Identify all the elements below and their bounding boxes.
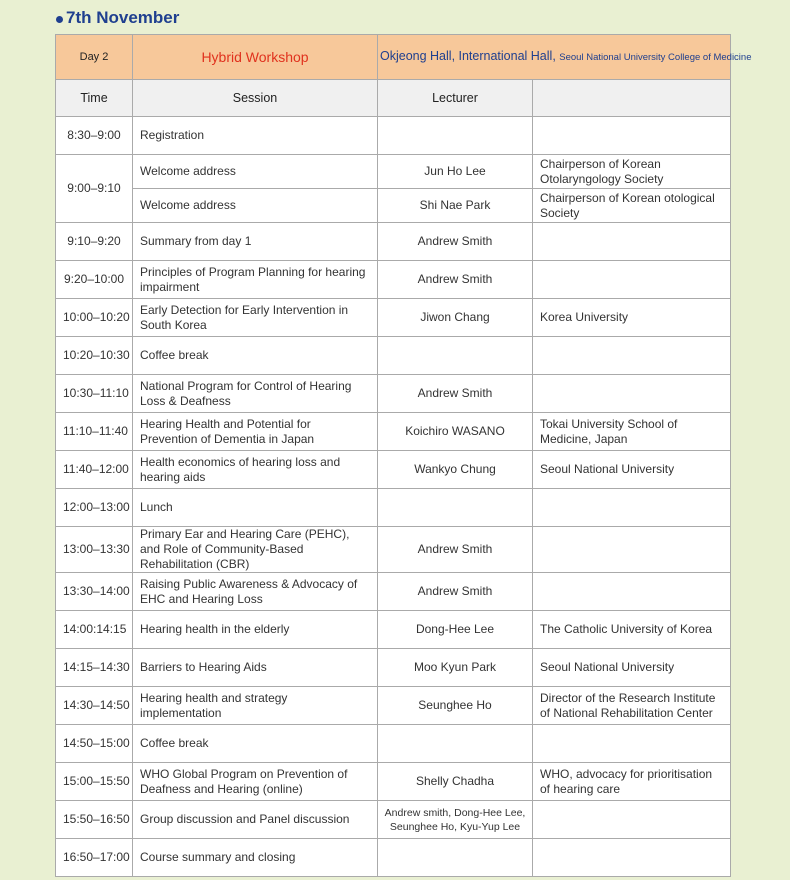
venue bbox=[378, 35, 752, 80]
affiliation-cell: Tokai University School of Medicine, Japan bbox=[533, 413, 731, 451]
table-row bbox=[56, 337, 731, 375]
table-row bbox=[56, 189, 731, 223]
session-cell: Health economics of hearing loss and hearing aids bbox=[133, 451, 378, 489]
column-header-session: Session bbox=[133, 80, 378, 117]
session-cell: Welcome address bbox=[133, 189, 378, 223]
session-cell: Early Detection for Early Intervention in South Korea bbox=[133, 299, 378, 337]
table-row bbox=[56, 611, 731, 649]
affiliation-cell bbox=[533, 117, 731, 155]
venue-sub: Seoul National University College of Medicine bbox=[559, 52, 752, 63]
table-row bbox=[56, 725, 731, 763]
time-cell: 9:20–10:00 bbox=[56, 261, 133, 299]
session-cell: Principles of Program Planning for hearing impairment bbox=[133, 261, 378, 299]
session-cell: Registration bbox=[133, 117, 378, 155]
affiliation-cell bbox=[533, 573, 731, 611]
session-cell: Raising Public Awareness & Advocacy of EHC and Hearing Loss bbox=[133, 573, 378, 611]
affiliation-cell bbox=[533, 337, 731, 375]
time-cell: 13:00–13:30 bbox=[56, 527, 133, 573]
column-header-row bbox=[56, 80, 731, 117]
time-cell: 9:00–9:10 bbox=[56, 155, 133, 223]
lecturer-cell: Jun Ho Lee bbox=[378, 155, 533, 189]
lecturer-cell bbox=[378, 489, 533, 527]
time-cell: 9:10–9:20 bbox=[56, 223, 133, 261]
affiliation-cell bbox=[533, 223, 731, 261]
lecturer-cell bbox=[378, 839, 533, 877]
table-row bbox=[56, 839, 731, 877]
table-row bbox=[56, 687, 731, 725]
affiliation-cell: Chairperson of Korean Otolaryngology Society bbox=[533, 155, 731, 189]
venue-main: Okjeong Hall, International Hall, bbox=[380, 49, 556, 63]
session-cell: National Program for Control of Hearing Loss & Deafness bbox=[133, 375, 378, 413]
lecturer-cell: Andrew Smith bbox=[378, 223, 533, 261]
session-cell: Group discussion and Panel discussion bbox=[133, 801, 378, 839]
time-cell: 15:00–15:50 bbox=[56, 763, 133, 801]
bullet-icon bbox=[56, 16, 63, 23]
lecturer-cell: Koichiro WASANO bbox=[378, 413, 533, 451]
lecturer-cell bbox=[378, 725, 533, 763]
time-cell: 11:40–12:00 bbox=[56, 451, 133, 489]
session-cell: Coffee break bbox=[133, 725, 378, 763]
time-cell: 15:50–16:50 bbox=[56, 801, 133, 839]
affiliation-cell: Director of the Research Institute of National Rehabilitation Center bbox=[533, 687, 731, 725]
session-cell: Lunch bbox=[133, 489, 378, 527]
time-cell: 14:50–15:00 bbox=[56, 725, 133, 763]
lecturer-cell: Seunghee Ho bbox=[378, 687, 533, 725]
date-heading: 7th November bbox=[66, 8, 180, 27]
session-cell: Hearing health and strategy implementation bbox=[133, 687, 378, 725]
time-cell: 14:00:14:15 bbox=[56, 611, 133, 649]
column-header-lecturer: Lecturer bbox=[378, 80, 533, 117]
session-cell: Primary Ear and Hearing Care (PEHC), and Role of Community-Based Rehabilitation (CBR) bbox=[133, 527, 378, 573]
table-header-row bbox=[56, 35, 731, 80]
lecturer-cell: Moo Kyun Park bbox=[378, 649, 533, 687]
session-cell: Hearing health in the elderly bbox=[133, 611, 378, 649]
table-row bbox=[56, 451, 731, 489]
affiliation-cell bbox=[533, 489, 731, 527]
affiliation-cell: The Catholic University of Korea bbox=[533, 611, 731, 649]
affiliation-cell: Chairperson of Korean otological Society bbox=[533, 189, 731, 223]
table-row bbox=[56, 649, 731, 687]
column-header-affiliation bbox=[533, 80, 731, 117]
lecturer-cell bbox=[378, 117, 533, 155]
session-cell: Summary from day 1 bbox=[133, 223, 378, 261]
schedule-table bbox=[55, 34, 752, 877]
lecturer-cell bbox=[378, 337, 533, 375]
time-cell: 16:50–17:00 bbox=[56, 839, 133, 877]
time-cell: 14:30–14:50 bbox=[56, 687, 133, 725]
lecturer-cell: Jiwon Chang bbox=[378, 299, 533, 337]
session-cell: Barriers to Hearing Aids bbox=[133, 649, 378, 687]
table-row bbox=[56, 223, 731, 261]
time-cell: 13:30–14:00 bbox=[56, 573, 133, 611]
affiliation-cell bbox=[533, 725, 731, 763]
table-row bbox=[56, 573, 731, 611]
time-cell: 14:15–14:30 bbox=[56, 649, 133, 687]
time-cell: 12:00–13:00 bbox=[56, 489, 133, 527]
affiliation-cell bbox=[533, 375, 731, 413]
affiliation-cell bbox=[533, 839, 731, 877]
table-row bbox=[56, 801, 731, 839]
affiliation-cell: WHO, advocacy for prioritisation of hearing care bbox=[533, 763, 731, 801]
affiliation-cell bbox=[533, 527, 731, 573]
affiliation-cell bbox=[533, 261, 731, 299]
time-cell: 11:10–11:40 bbox=[56, 413, 133, 451]
lecturer-cell: Andrew Smith bbox=[378, 375, 533, 413]
table-row bbox=[56, 527, 731, 573]
lecturer-cell: Andrew Smith bbox=[378, 527, 533, 573]
session-cell: Coffee break bbox=[133, 337, 378, 375]
session-cell: WHO Global Program on Prevention of Deafness and Hearing (online) bbox=[133, 763, 378, 801]
session-cell: Course summary and closing bbox=[133, 839, 378, 877]
affiliation-cell bbox=[533, 801, 731, 839]
column-header-time: Time bbox=[56, 80, 133, 117]
table-row bbox=[56, 489, 731, 527]
lecturer-cell: Shelly Chadha bbox=[378, 763, 533, 801]
table-row bbox=[56, 261, 731, 299]
lecturer-cell: Andrew Smith bbox=[378, 261, 533, 299]
workshop-type: Hybrid Workshop bbox=[133, 35, 378, 80]
table-row bbox=[56, 375, 731, 413]
lecturer-cell: Wankyo Chung bbox=[378, 451, 533, 489]
table-row bbox=[56, 117, 731, 155]
lecturer-cell: Dong-Hee Lee bbox=[378, 611, 533, 649]
time-cell: 10:00–10:20 bbox=[56, 299, 133, 337]
table-row bbox=[56, 413, 731, 451]
table-row bbox=[56, 299, 731, 337]
table-row bbox=[56, 155, 731, 189]
affiliation-cell: Seoul National University bbox=[533, 451, 731, 489]
lecturer-cell: Andrew Smith bbox=[378, 573, 533, 611]
time-cell: 10:30–11:10 bbox=[56, 375, 133, 413]
lecturer-cell: Shi Nae Park bbox=[378, 189, 533, 223]
session-cell: Welcome address bbox=[133, 155, 378, 189]
time-cell: 8:30–9:00 bbox=[56, 117, 133, 155]
session-cell: Hearing Health and Potential for Prevention of Dementia in Japan bbox=[133, 413, 378, 451]
day-label: Day 2 bbox=[56, 35, 133, 80]
table-row bbox=[56, 763, 731, 801]
lecturer-cell: Andrew smith, Dong-Hee Lee, Seunghee Ho, Kyu-Yup Lee bbox=[378, 801, 533, 839]
section-heading bbox=[56, 6, 179, 30]
time-cell: 10:20–10:30 bbox=[56, 337, 133, 375]
affiliation-cell: Korea University bbox=[533, 299, 731, 337]
affiliation-cell: Seoul National University bbox=[533, 649, 731, 687]
